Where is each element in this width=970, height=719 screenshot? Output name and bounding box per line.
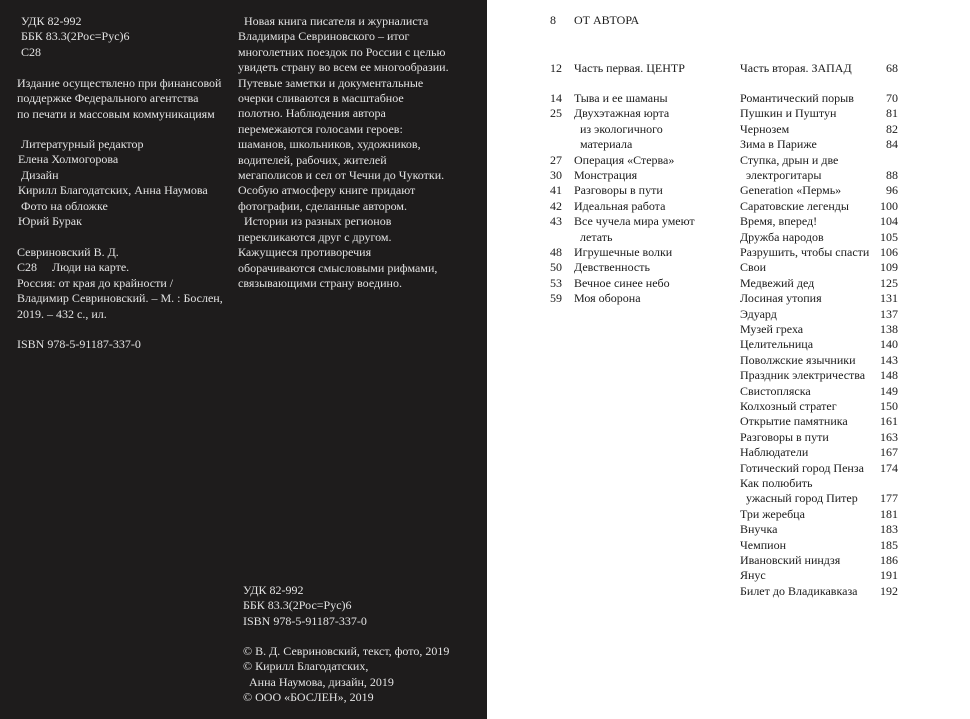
copyright-line: © Кирилл Благодатских, <box>243 659 369 674</box>
light-page <box>487 0 970 719</box>
annotation-line: Особую атмосферу книге придают <box>238 183 416 198</box>
annotation-line: шаманов, школьников, художников, <box>238 137 421 152</box>
annotation-line: увидеть страну во всем ее многообразии. <box>238 60 449 75</box>
catalog-line: Владимир Севриновский. – М. : Бослен, <box>14 291 223 306</box>
toc-entry-title: ужасный город Питер <box>740 491 858 506</box>
annotation-line: многолетних поездок по России с целью <box>238 44 446 59</box>
copyright-line: © В. Д. Севриновский, текст, фото, 2019 <box>243 644 450 658</box>
classification-line: ББК 83.3(2Рос=Рус)6 <box>21 29 130 44</box>
toc-page-number: 181 <box>880 506 898 521</box>
annotation-line: Владимира Севриновского – итог <box>238 29 410 44</box>
toc-entry-title: электрогитары <box>740 168 822 182</box>
toc-page-number: 53 <box>550 275 562 290</box>
toc-entry-title: Наблюдатели <box>740 445 809 460</box>
toc-entry-title: Саратовские легенды <box>740 198 849 213</box>
catalog-line: Россия: от края до крайности / <box>14 275 174 290</box>
toc-page-number: 150 <box>880 399 898 413</box>
left-classification <box>21 14 130 60</box>
toc-page-number: 137 <box>880 306 898 321</box>
toc-entry-title: летать <box>574 229 613 244</box>
toc-page-number: 88 <box>886 168 898 182</box>
catalog-line: 2019. – 432 с., ил. <box>14 306 107 321</box>
toc-page-number: 96 <box>886 183 898 198</box>
toc-entry-title: Монстрация <box>574 168 638 182</box>
annotation-line: перемежаются голосами героев: <box>238 121 403 136</box>
toc-page-number: 125 <box>880 275 898 290</box>
toc-page-number: 41 <box>550 183 562 198</box>
toc-page-number: 100 <box>880 198 898 213</box>
toc-entry-title: Праздник электричества <box>740 368 866 383</box>
classification-line: ISBN 978-5-91187-337-0 <box>243 613 367 628</box>
toc-entry-title: Игрушечные волки <box>574 245 673 259</box>
toc-page-number: 105 <box>880 229 898 244</box>
toc-entry-title: Колхозный стратег <box>740 399 837 413</box>
credit-line: Юрий Бурак <box>18 214 82 229</box>
funding-note <box>14 76 221 122</box>
toc-entry-title: Готический город Пенза <box>740 460 864 475</box>
toc-page-number: 183 <box>880 522 898 537</box>
toc-page-number: 140 <box>880 337 898 352</box>
toc-page-number: 8 <box>550 13 556 27</box>
left-isbn: ISBN 978-5-91187-337-0 <box>14 337 141 351</box>
toc-entry-title: Эдуард <box>740 306 777 321</box>
funding-line: Издание осуществлено при финансовой <box>14 76 222 90</box>
toc-page-number: 50 <box>550 260 562 275</box>
copyright-line: Анна Наумова, дизайн, 2019 <box>243 674 394 689</box>
toc-entry-title: Зима в Париже <box>740 137 817 152</box>
toc-entry-title: Медвежий дед <box>740 275 815 290</box>
toc-entry-title: Пушкин и Пуштун <box>740 106 837 121</box>
toc-entry-title: Поволжские язычники <box>740 352 856 367</box>
funding-line: поддержке Федерального агентства <box>14 91 199 106</box>
toc-entry-title: Двухэтажная юрта <box>574 106 670 121</box>
credit-line: Кирилл Благодатских, Анна Наумова <box>18 183 208 198</box>
catalog-line: Севриновский В. Д. <box>14 245 119 259</box>
toc-part-title: Часть вторая. ЗАПАД <box>740 61 852 75</box>
toc-page-number: 149 <box>880 383 898 398</box>
annotation-line: Кажущиеся противоречия <box>238 245 372 260</box>
toc-entry-title: материала <box>574 137 633 152</box>
annotation-line: фотографии, сделанные автором. <box>238 198 408 213</box>
classification-line: УДК 82-992 <box>243 583 304 597</box>
catalog-line: С28 Люди на карте. <box>14 260 130 275</box>
toc-entry-title: Свои <box>740 260 767 275</box>
toc-entry-title: Все чучела мира умеют <box>574 214 695 229</box>
copyright-line: © ООО «БОСЛЕН», 2019 <box>243 690 374 705</box>
toc-part-title: Часть первая. ЦЕНТР <box>574 61 685 75</box>
annotation-line: Истории из разных регионов <box>238 214 392 229</box>
annotation-line: полотно. Наблюдения автора <box>238 106 386 121</box>
toc-page-number: 148 <box>880 368 898 383</box>
annotation-line: водителей, рабочих, жителей <box>238 152 387 167</box>
annotation <box>238 14 449 291</box>
credit-line: Литературный редактор <box>18 137 144 151</box>
toc-entry-title: Лосиная утопия <box>740 291 822 306</box>
toc-page-number: 177 <box>880 491 898 506</box>
toc-entry-title: Ивановский ниндзя <box>740 553 841 567</box>
toc-page-number: 186 <box>880 553 898 567</box>
credit-line: Фото на обложке <box>18 198 108 213</box>
toc-entry-title: Внучка <box>740 522 778 537</box>
classification-line: С28 <box>21 44 42 59</box>
toc-page-number: 185 <box>880 537 898 552</box>
toc-entry-title: Открытие памятника <box>740 414 848 429</box>
toc-entry-title: Операция «Стерва» <box>574 152 675 167</box>
toc-page-number: 106 <box>880 245 898 259</box>
toc-entry-title: Чемпион <box>740 537 786 552</box>
toc-page-number: 27 <box>550 152 562 167</box>
classification-line: ББК 83.3(2Рос=Рус)6 <box>243 598 352 613</box>
toc-entry-title: Время, вперед! <box>740 214 818 229</box>
toc-page-number: 191 <box>880 568 898 583</box>
annotation-line: очерки сливаются в масштабное <box>238 91 404 106</box>
toc-page-number: 81 <box>886 106 898 121</box>
toc-page-number: 161 <box>880 414 898 429</box>
credit-line: Дизайн <box>18 167 59 182</box>
toc-page-number: 109 <box>880 260 898 275</box>
toc-entry-title: Разговоры в пути <box>740 429 829 444</box>
classification-line: УДК 82-992 <box>21 14 82 28</box>
toc-entry-title: Разговоры в пути <box>574 183 663 198</box>
toc-entry-title: Свистопляска <box>740 383 811 398</box>
toc-entry-title: Как полюбить <box>740 476 813 490</box>
toc-page-number: 59 <box>550 291 562 306</box>
toc-entry-title: Тыва и ее шаманы <box>574 91 668 105</box>
annotation-line: связывающими страну воедино. <box>238 275 402 290</box>
toc-entry-title: Дружба народов <box>740 229 824 244</box>
toc-entry-title: Целительница <box>740 337 814 352</box>
toc-entry-title: Янус <box>740 568 766 583</box>
toc-page-number: 163 <box>880 429 898 444</box>
annotation-line: Новая книга писателя и журналиста <box>238 14 429 28</box>
toc-title: ОТ АВТОРА <box>574 13 640 27</box>
toc-page-number: 12 <box>550 61 562 75</box>
toc-entry-title: Музей греха <box>740 322 804 336</box>
toc-entry-title: Девственность <box>574 260 650 275</box>
catalog-entry <box>14 245 223 322</box>
toc-page-number: 25 <box>550 106 562 121</box>
toc-entry-title: Разрушить, чтобы спасти <box>740 245 870 259</box>
toc-entry-title: Ступка, дрын и две <box>740 152 839 167</box>
toc-page-number: 131 <box>880 291 898 306</box>
annotation-line: оборачиваются смысловыми рифмами, <box>238 260 438 275</box>
toc-entry-title: из экологичного <box>574 121 663 136</box>
annotation-line: Путевые заметки и документальные <box>238 75 424 90</box>
toc-page-number: 82 <box>886 121 898 136</box>
funding-line: по печати и массовым коммуникациям <box>14 106 215 121</box>
table-of-contents <box>487 0 970 719</box>
toc-entry-title: Generation «Пермь» <box>740 183 842 198</box>
toc-page-number: 138 <box>880 322 898 336</box>
toc-entry-title: Моя оборона <box>574 291 641 306</box>
toc-entry-title: Идеальная работа <box>574 198 666 213</box>
credits <box>18 137 208 229</box>
credit-line: Елена Холмогорова <box>18 152 119 167</box>
toc-entry-title: Чернозем <box>740 121 790 136</box>
toc-page-number: 143 <box>880 352 898 367</box>
copyright <box>243 644 449 706</box>
toc-page-number: 48 <box>550 245 562 259</box>
toc-page-number: 84 <box>886 137 898 152</box>
toc-page-number: 30 <box>550 168 562 182</box>
middle-classification <box>243 583 367 629</box>
toc-page-number: 68 <box>886 61 898 75</box>
toc-entry-title: Три жеребца <box>740 506 805 521</box>
toc-page-number: 14 <box>550 91 562 105</box>
toc-page-number: 43 <box>550 214 562 229</box>
toc-page-number: 42 <box>550 198 562 213</box>
toc-page-number: 174 <box>880 460 898 475</box>
annotation-line: мегаполисов и сел от Чечни до Чукотки. <box>238 168 445 183</box>
toc-page-number: 167 <box>880 445 898 460</box>
toc-entry-title: Билет до Владикавказа <box>740 583 858 598</box>
annotation-line: перекликаются друг с другом. <box>238 229 392 244</box>
toc-entry-title: Вечное синее небо <box>574 275 670 290</box>
toc-entry-title: Романтический порыв <box>740 91 854 105</box>
toc-page-number: 104 <box>880 214 898 229</box>
toc-page-number: 70 <box>886 91 898 105</box>
toc-page-number: 192 <box>880 583 898 598</box>
